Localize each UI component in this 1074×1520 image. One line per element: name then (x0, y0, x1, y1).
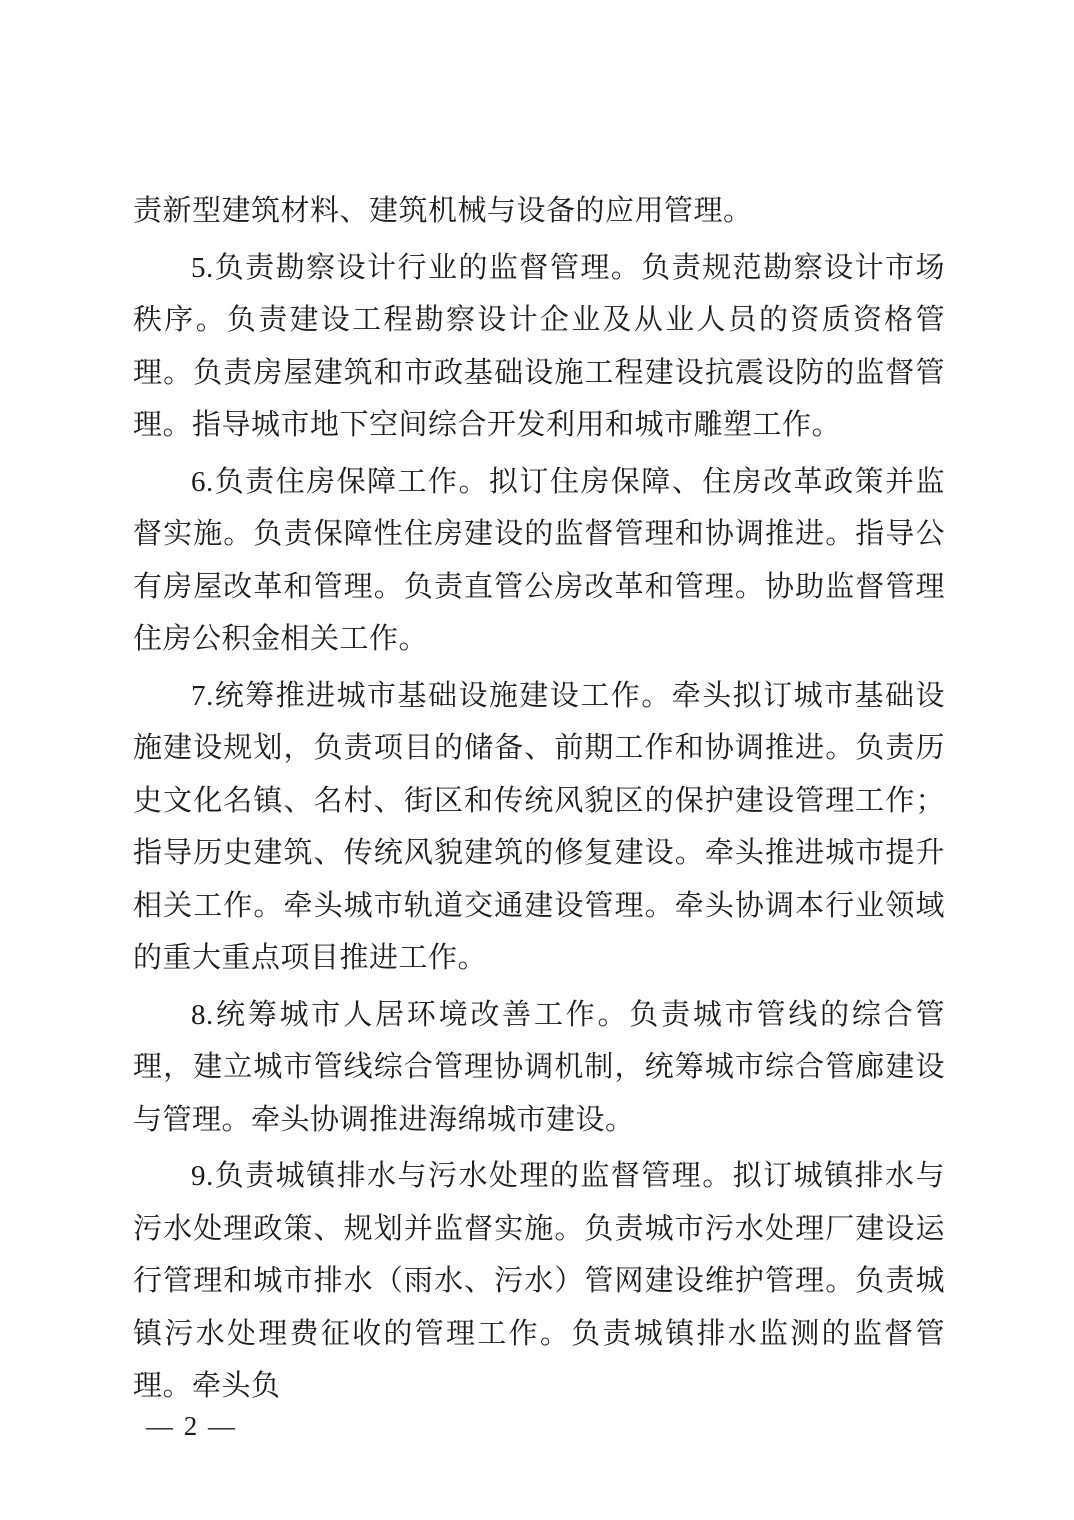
paragraph: 8.统筹城市人居环境改善工作。负责城市管线的综合管理，建立城市管线综合管理协调机制，统筹城市综合管廊建设与管理。牵头协调推进海绵城市建设。 (133, 998, 945, 1136)
paragraph: 6.负责住房保障工作。拟订住房保障、住房改革政策并监督实施。负责保障性住房建设的监督管理和协调推进。指导公有房屋改革和管理。负责直管公房改革和管理。协助监督管理住房公积金相关工作。 (133, 465, 945, 655)
paragraph: 责新型建筑材料、建筑机械与设备的应用管理。 (133, 195, 753, 227)
page-number: — 2 — (146, 1411, 237, 1441)
document-body (133, 185, 945, 1417)
paragraph: 9.负责城镇排水与污水处理的监督管理。拟订城镇排水与污水处理政策、规划并监督实施。负责城市污水处理厂建设运行管理和城市排水（雨水、污水）管网建设维护管理。负责城镇污水处理费征收的管理工作。负责城镇排水监测的监督管理。牵头负 (133, 1160, 945, 1402)
paragraph: 7.统筹推进城市基础设施建设工作。牵头拟订城市基础设施建设规划，负责项目的储备、前期工作和协调推进。负责历史文化名镇、名村、街区和传统风貌区的保护建设管理工作；指导历史建筑、传统风貌建筑的修复建设。牵头推进城市提升相关工作。牵头城市轨道交通建设管理。牵头协调本行业领域的重大重点项目推进工作。 (133, 679, 945, 974)
paragraph: 5.负责勘察设计行业的监督管理。负责规范勘察设计市场秩序。负责建设工程勘察设计企业及从业人员的资质资格管理。负责房屋建筑和市政基础设施工程建设抗震设防的监督管理。指导城市地下空间综合开发利用和城市雕塑工作。 (133, 251, 945, 441)
